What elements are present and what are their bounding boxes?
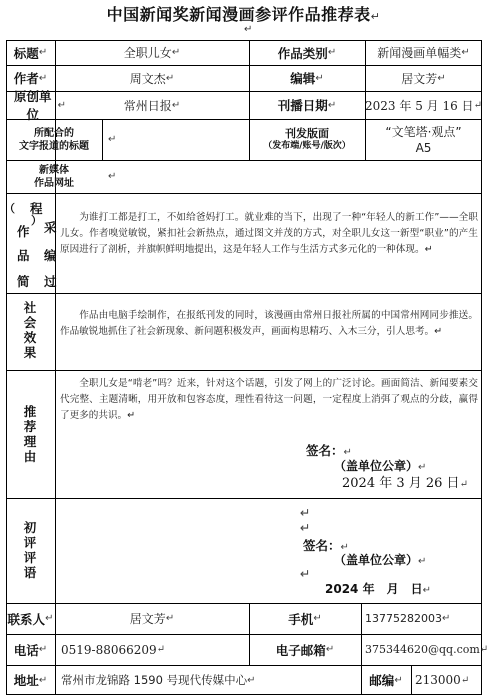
- review-mark-2: ↵: [300, 520, 311, 535]
- review-seal: （盖单位公章）↵: [334, 553, 427, 567]
- mobile-value: 13775282003 ↵: [365, 612, 451, 625]
- category-label: 作品类别 ↵: [277, 45, 337, 61]
- effect-text: 作品由电脑手绘制作，在报纸刊发的同时，该漫画由常州日报社所属的中国常州网同步推送。作品敏锐地抓住了社会新现象、新问题积极发声，画面构思精巧、入木三分，引人思考。↵: [60, 310, 478, 337]
- form-title: 中国新闻奖新闻漫画参评作品推荐表↵: [106, 5, 381, 24]
- unit-label: 原创单位 ↵: [14, 89, 66, 122]
- zip-value: 213000 ↵: [415, 673, 470, 687]
- new-media-label: 新媒体 作品网址: [34, 164, 74, 189]
- editor-value: 居文芳 ↵: [401, 71, 446, 86]
- page-label: 刊发版面 （发布端/账号/版次）: [263, 126, 351, 151]
- author-value: 周文杰 ↵: [129, 71, 175, 86]
- author-label: 作者 ↵: [13, 71, 48, 86]
- recommend-date: 2024 年 3 月 26 日↵: [342, 476, 468, 491]
- email-label: 电子邮箱 ↵: [275, 642, 335, 658]
- recommend-label: 推荐理由: [23, 404, 37, 464]
- address-value: 常州市龙锦路 1590 号现代传媒中心 ↵: [61, 673, 256, 687]
- title-label: 标题 ↵: [13, 45, 48, 61]
- phone-value: 0519-88066209 ↵: [61, 642, 166, 657]
- new-media-url: ↵: [108, 171, 117, 182]
- paragraph-mark: ↵: [244, 24, 253, 35]
- contact-label: 联系人 ↵: [7, 611, 54, 627]
- category-value: 新闻漫画单幅类 ↵: [377, 46, 470, 60]
- review-signature: 签名：↵: [303, 538, 349, 553]
- email-value: 375344620@qq.com ↵: [365, 643, 488, 656]
- page-value: “文笔塔·观点” A5: [385, 124, 462, 155]
- recommend-signature: 签名：↵: [306, 443, 352, 458]
- editor-label: 编辑 ↵: [290, 71, 324, 86]
- review-mark-3: ↵: [300, 566, 311, 581]
- recommend-text: 全职儿女是“啃老”吗？近来，针对这个话题，引发了网上的广泛讨论。画面简洁、新闻要素交代完整、主题清晰，用开放和包容态度，理性看待这一问题，一定程度上消弭了观点的分歧，赢得了更多的共识。↵: [60, 378, 478, 421]
- related-text-value: ↵: [108, 134, 117, 145]
- review-mark-1: ↵: [300, 505, 311, 520]
- review-date: 2024 年 月 日↵: [325, 582, 431, 596]
- title-value: 全职儿女 ↵: [123, 46, 181, 60]
- unit-value: 常州日报 ↵: [123, 98, 181, 113]
- effect-label: 社会效果: [23, 300, 37, 360]
- date-value: 2023 年 5 月 16 日 ↵: [365, 98, 482, 113]
- mobile-label: 手机 ↵: [288, 611, 322, 627]
- related-text-label: 所配合的 文字报道的标题: [19, 127, 89, 152]
- process-text: 为谁打工都是打工，不如给爸妈打工。就业难的当下，出现了一种“年轻人的新工作”——全职儿女。作者嗅觉敏锐，紧扣社会新热点，通过图文并茂的方式，对全职儿女这一新型“职业”的产生原因进行了剖析，并旗帜鲜明地提出，这是年轻人工作与生活方式多元化的一种体现。↵: [60, 212, 478, 255]
- contact-value: 居文芳 ↵: [129, 612, 175, 626]
- zip-label: 邮编 ↵: [369, 673, 403, 688]
- date-label: 刊播日期 ↵: [277, 98, 337, 113]
- review-label: 初评评语: [23, 520, 37, 580]
- address-label: 地址 ↵: [13, 673, 48, 688]
- recommend-seal: （盖单位公章）↵: [334, 459, 427, 473]
- phone-label: 电话 ↵: [13, 642, 48, 658]
